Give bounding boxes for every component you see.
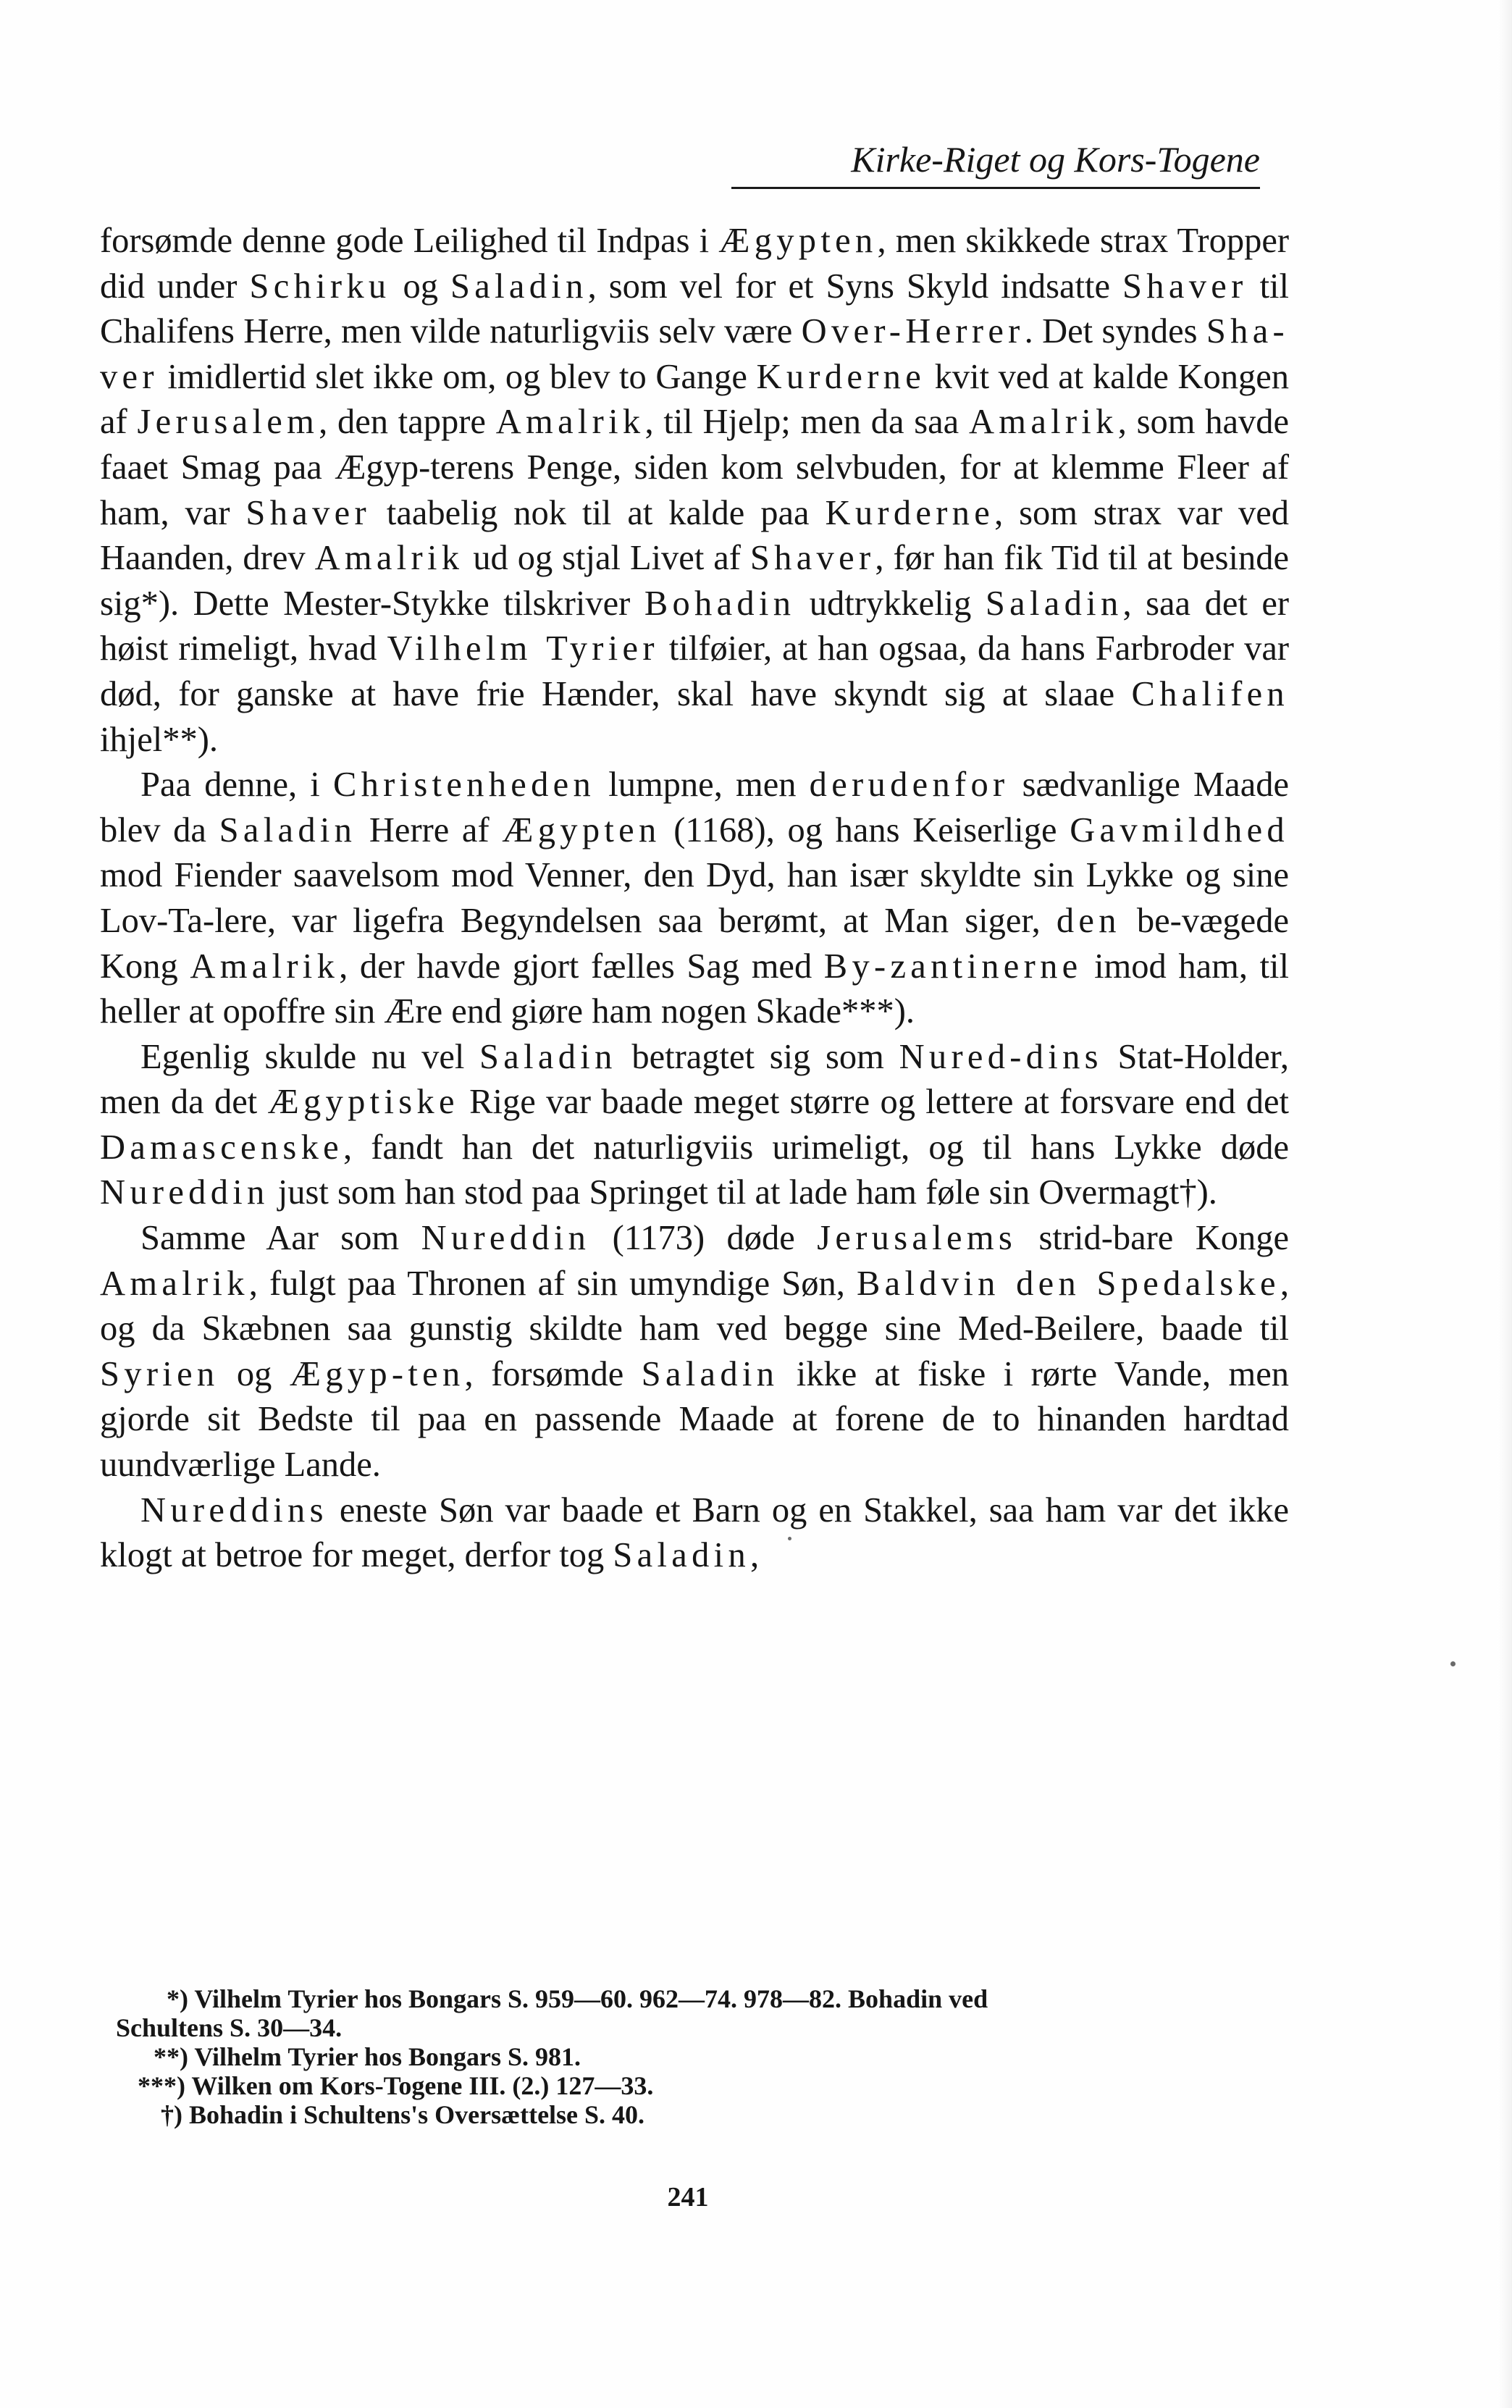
spaced-emphasis: Amalrik [968,403,1118,442]
page-edge [1498,0,1512,2408]
text-run: , som havde faaet Smag paa Ægyp-terens Penge, siden kom selvbuden, for at klemme Fleer af ham, var [100,403,1289,532]
spaced-emphasis: Gavmildhed [1070,810,1289,849]
spaced-emphasis: Jerusalem [137,403,319,442]
paragraph [100,1216,1289,1488]
spaced-emphasis: Ægypten [718,222,878,260]
footnote-continuation: Schultens S. 30—34. [116,2013,343,2042]
spaced-emphasis: Damascenske [100,1128,343,1167]
text-run: ihjel**). [100,720,218,759]
text-run: , fandt han det naturligviis urimeligt, og til hans Lykke døde [343,1128,1289,1167]
spaced-emphasis: Bohadin [644,584,796,623]
spaced-emphasis: Schirku [249,267,391,306]
running-head: Kirke-Riget og Kors-Togene [731,138,1260,189]
paragraph [100,1035,1289,1216]
text-run: Stat-Holder, men da det [100,1037,1289,1122]
text-run: og [390,267,451,306]
text-run: , der havde gjort fælles Sag med [339,947,824,986]
spaced-emphasis: Baldvin den Spedalske [856,1264,1280,1303]
body-text [100,219,1289,1579]
spaced-emphasis: Kurderne [756,357,926,396]
text-run: , [750,1536,760,1575]
footnote: *) Vilhelm Tyrier hos Bongars S. 959—60. 962—74. 978—82. Bohadin ved [167,1984,988,2013]
text-run: til Chalifens Herre, men vilde naturligviis selv være [100,267,1289,351]
spaced-emphasis: den [1056,901,1121,940]
spaced-emphasis: Nureddins [140,1490,328,1530]
text-run: (1173) døde [590,1219,818,1258]
text-run: lumpne, men [595,765,810,805]
spaced-emphasis: Saladin [219,810,357,849]
text-run: forsømde denne gode Leilighed til Indpas i [100,222,719,260]
text-run: (1168), og hans Keiserlige [660,810,1070,849]
text-run: , fulgt paa Thronen af sin umyndige Søn, [248,1264,857,1303]
spaced-emphasis: Shaver [749,539,875,578]
text-run: mod Fiender saavelsom mod Venner, den Dyd, han især skyldte sin Lykke og sine Lov-Ta-lere, var ligefra Begyndelsen saa berømt, at Man siger, [100,856,1289,940]
text-run: just som han stod paa Springet til at lade ham føle sin Overmagt†). [269,1173,1217,1212]
text-run: imod ham, til heller at opoffre sin Ære end giøre ham nogen Skade***). [100,947,1289,1031]
spaced-emphasis: Over-Herrer [801,312,1025,351]
spaced-emphasis: Nureddin [421,1219,591,1258]
paragraph [100,763,1289,1035]
footnote: **) Vilhelm Tyrier hos Bongars S. 981. [154,2042,581,2071]
spaced-emphasis: derudenfor [809,765,1009,805]
text-run: , før han fik Tid til at besinde sig*). Dette Mester-Stykke tilskriver [100,539,1289,623]
text-run: Paa denne, i [140,765,333,805]
text-run: , til Hjelp; men da saa [644,403,969,442]
text-run: , den tappre [319,403,496,442]
spaced-emphasis: Amalrik [495,403,645,442]
spaced-emphasis: Saladin [985,584,1123,623]
spaced-emphasis: Nureddin [100,1173,269,1212]
spaced-emphasis: Ægyptiske [267,1083,459,1122]
text-run: be-vægede Kong [100,901,1289,986]
footnotes [117,1984,1289,2129]
spaced-emphasis: Amalrik [190,947,340,986]
text-run: og [219,1354,290,1393]
text-run: , men skikkede strax Tropper did under [100,222,1289,306]
spaced-emphasis: Jerusalems [817,1219,1017,1258]
text-run: Rige var baade meget større og lettere at forsvare end det [458,1083,1289,1122]
text-run: Samme Aar som [140,1219,421,1258]
text-run: taabelig nok til at kalde paa [370,493,826,532]
text-run: sædvanlige Maade blev da [100,765,1289,849]
spaced-emphasis: Chalifen [1131,674,1289,713]
text-run: eneste Søn var baade et Barn og en Stakkel, saa ham var det ikke klogt at betroe for meget, derfor tog [100,1490,1289,1575]
spaced-emphasis: Saladin [613,1536,751,1575]
text-run: strid-bare Konge [1017,1219,1290,1258]
footnote: ***) Wilken om Kors-Togene III. (2.) 127—33. [138,2071,654,2100]
spaced-emphasis: Saladin [450,267,588,306]
text-run: tilføier, at han ogsaa, da hans Farbroder var død, for ganske at have frie Hænder, skal have skyndt sig at slaae [100,629,1290,713]
text-run: , forsømde [464,1354,642,1393]
spaced-emphasis: Sha-ver [100,312,1289,396]
spaced-emphasis: Ægyp-ten [289,1354,465,1393]
text-run: ikke at fiske i rørte Vande, men gjorde sit Bedste til paa en passende Maade at forene de to hinanden hardtad uundværlige Lande. [100,1354,1289,1485]
spaced-emphasis: Amalrik [314,539,464,578]
spaced-emphasis: Shaver [1122,267,1248,306]
spaced-emphasis: Vilhelm Tyrier [387,629,659,668]
footnote: †) Bohadin i Schultens's Oversættelse S. 40. [161,2100,645,2129]
spaced-emphasis: Amalrik [100,1264,249,1303]
spaced-emphasis: Kurderne [825,493,995,532]
text-run: , og da Skæbnen saa gunstig skildte ham ved begge sine Med-Beilere, baade til [100,1264,1289,1348]
text-run: , saa det er høist rimeligt, hvad [100,584,1289,668]
spaced-emphasis: Saladin [479,1037,617,1076]
text-run: , som strax var ved Haanden, drev [100,493,1289,578]
paper-speck [1450,1661,1456,1666]
paper-speck [788,1537,791,1540]
text-run: udtrykkelig [795,584,986,623]
page-number: 241 [667,2182,709,2212]
spaced-emphasis: Saladin [641,1354,779,1393]
text-run: imidlertid slet ikke om, og blev to Gange [158,357,757,396]
spaced-emphasis: By-zantinerne [823,947,1083,986]
text-run: kvit ved at kalde Kongen af [100,357,1289,442]
paragraph [100,1488,1289,1579]
spaced-emphasis: Nured-dins [899,1037,1103,1076]
text-run: ud og stjal Livet af [463,539,750,578]
text-run: , som vel for et Syns Skyld indsatte [587,267,1123,306]
text-run: . Det syndes [1024,312,1206,351]
spaced-emphasis: Syrien [100,1354,219,1393]
spaced-emphasis: Christenheden [332,765,596,805]
paragraph [100,219,1289,763]
text-run: betragtet sig som [616,1037,899,1076]
text-run: Herre af [356,810,503,849]
text-run: Egenlig skulde nu vel [140,1037,480,1076]
spaced-emphasis: Ægypten [502,810,661,849]
spaced-emphasis: Shaver [245,493,371,532]
